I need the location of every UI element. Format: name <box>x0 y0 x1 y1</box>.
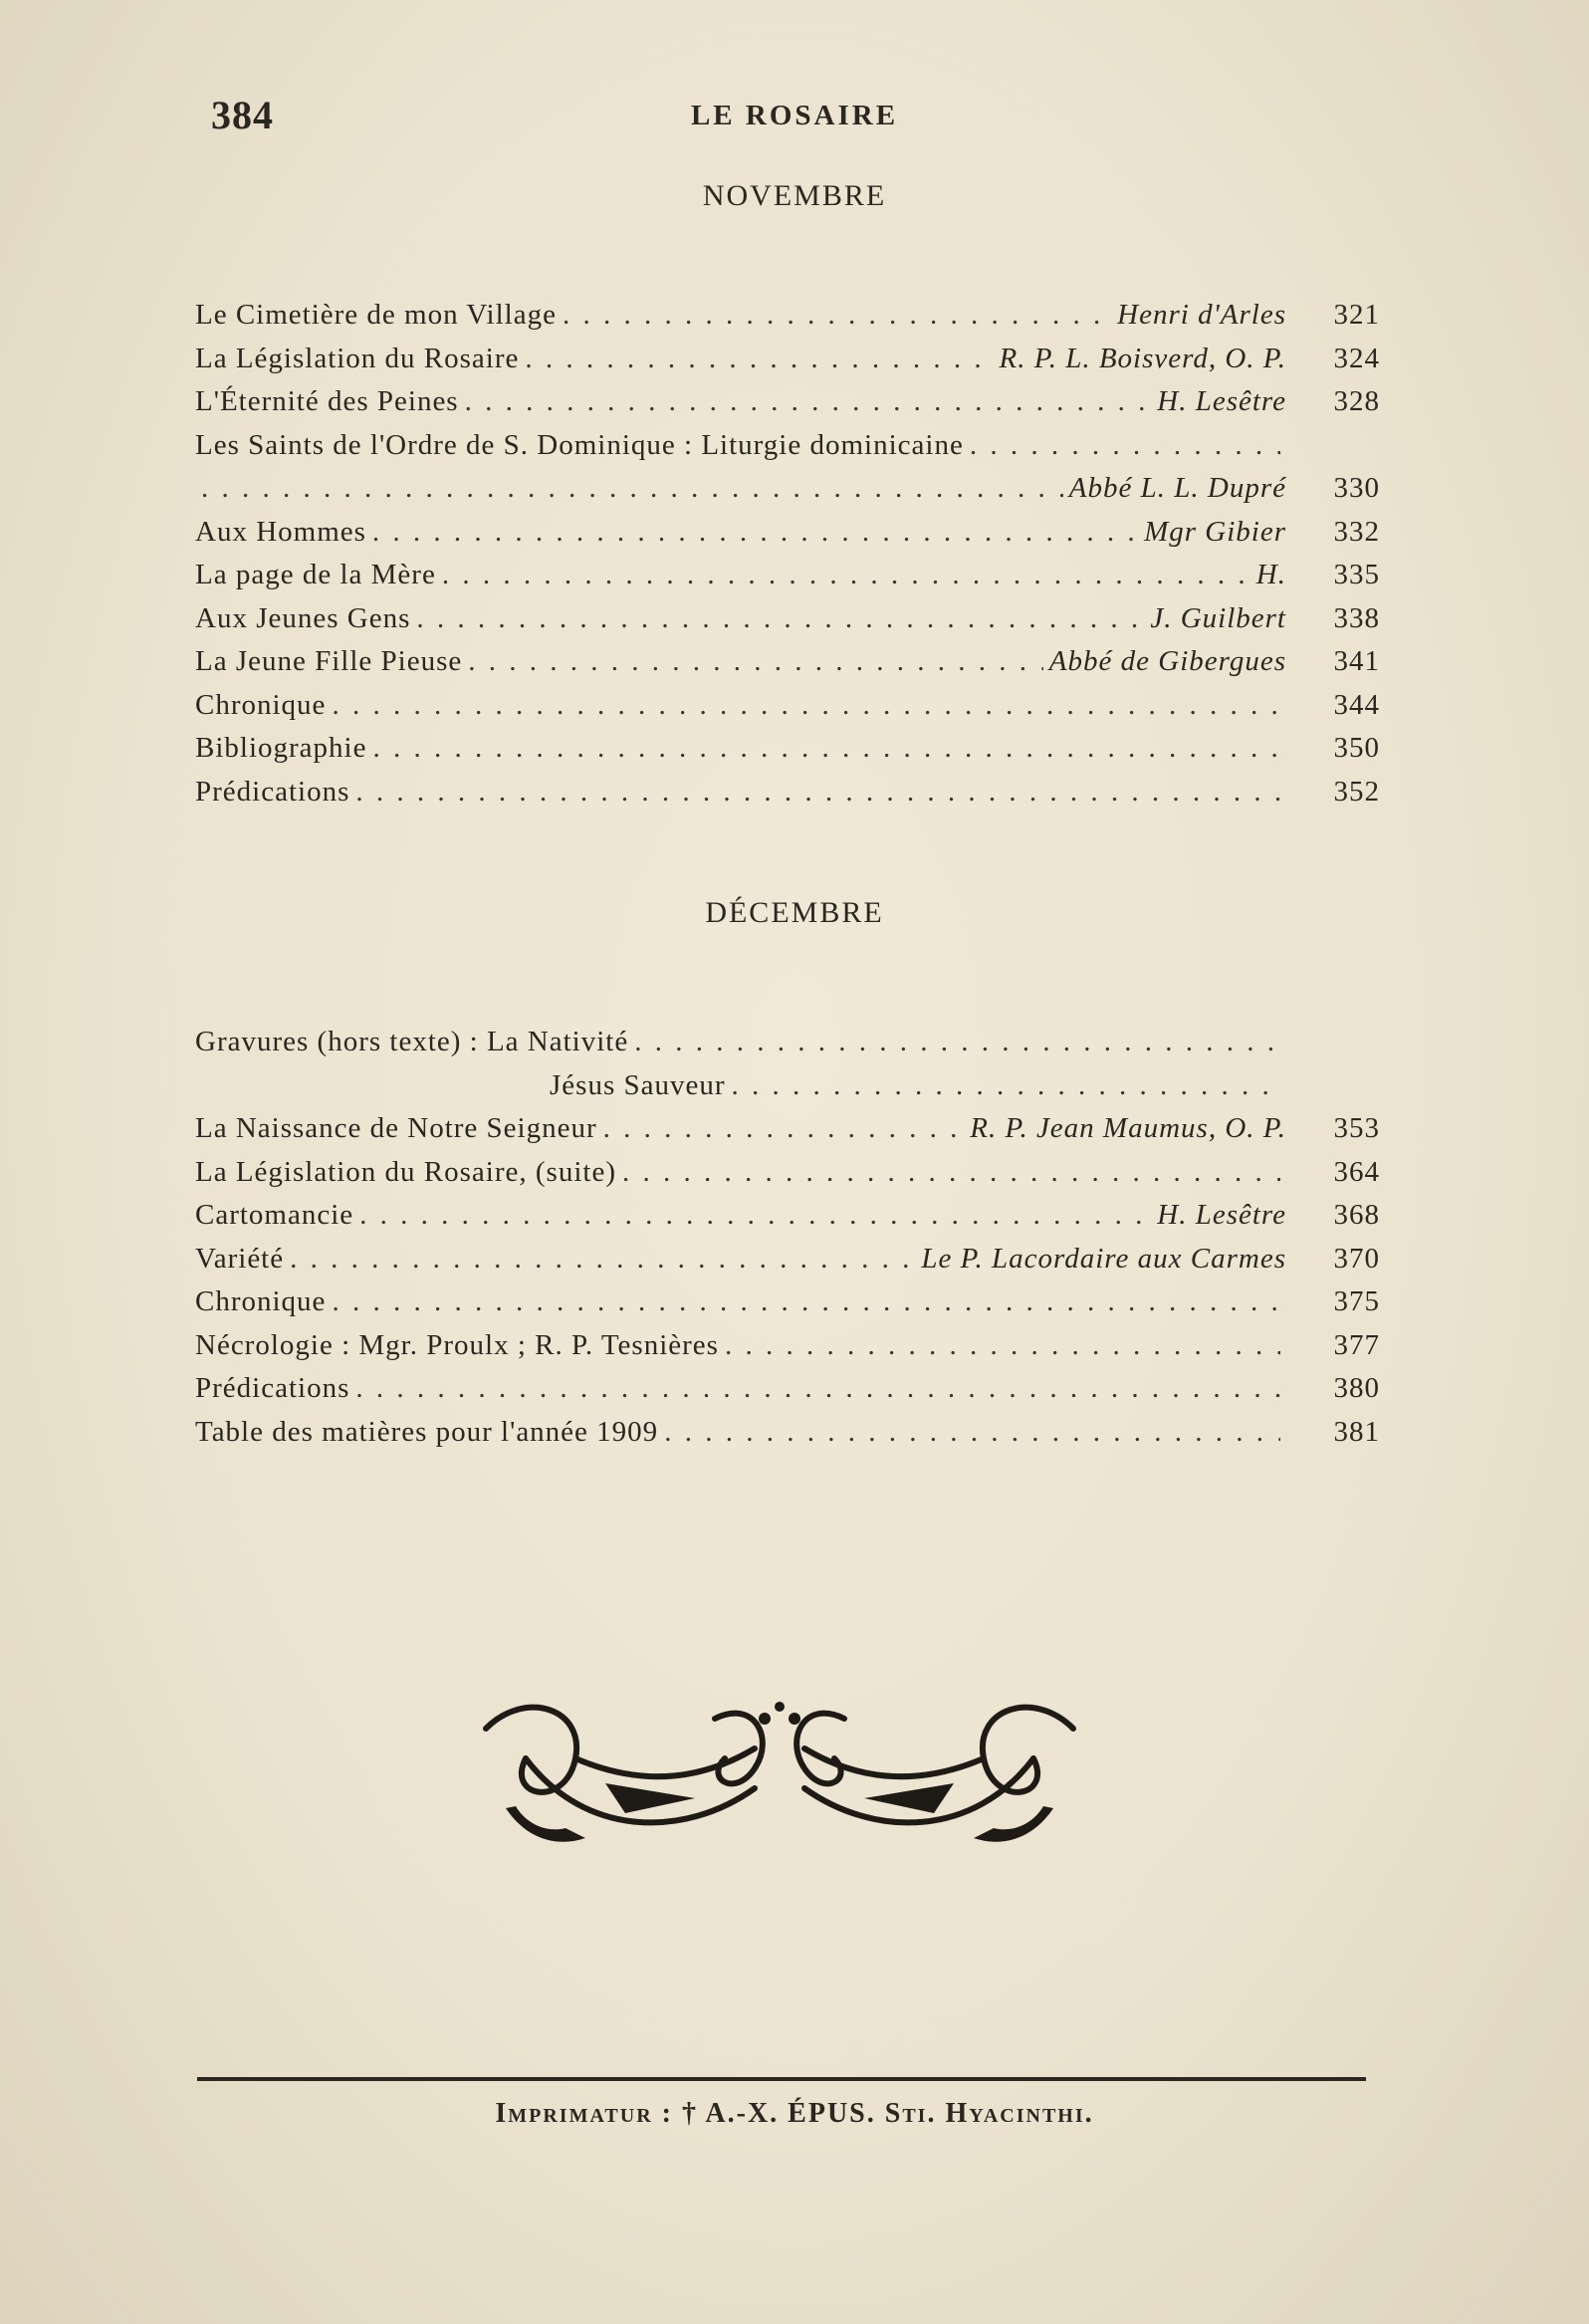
entry-author: Le P. Lacordaire aux Carmes <box>921 1242 1286 1275</box>
entry-title: Prédications <box>195 775 350 808</box>
entry-author: Henri d'Arles <box>1117 299 1286 331</box>
entry-page: 352 <box>1333 775 1380 808</box>
toc-entry <box>195 429 1380 473</box>
toc-entry <box>195 1156 1380 1200</box>
dot-leader <box>664 1416 1280 1449</box>
entry-author: H. Lesêtre <box>1157 385 1286 417</box>
running-title: LE ROSAIRE <box>690 100 899 131</box>
entry-title: Gravures (hors texte) : La Nativité <box>195 1026 629 1057</box>
entry-title: Nécrologie : Mgr. Proulx ; R. P. Tesnières <box>195 1328 719 1361</box>
page-number: 384 <box>211 93 274 137</box>
entry-title: L'Éternité des Peines <box>195 385 459 417</box>
dot-leader <box>372 732 1280 765</box>
entry-page: 377 <box>1333 1328 1380 1361</box>
toc-entry <box>195 299 1380 343</box>
toc-entry <box>195 1329 1380 1373</box>
entry-page: 341 <box>1333 645 1380 677</box>
toc-entry <box>195 1285 1380 1329</box>
entry-author: H. <box>1255 559 1286 590</box>
dot-leader <box>465 385 1152 418</box>
toc-entry <box>195 1416 1380 1460</box>
toc-entry <box>195 385 1380 429</box>
entry-page: 364 <box>1333 1155 1380 1188</box>
entry-page: 321 <box>1333 299 1380 331</box>
entry-title: Cartomancie <box>195 1199 354 1231</box>
footer-rule <box>197 2077 1366 2081</box>
dot-leader <box>622 1156 1280 1189</box>
toc-entry <box>195 776 1380 819</box>
dot-leader <box>355 776 1280 809</box>
dot-leader <box>201 472 1063 505</box>
entry-author: H. Lesêtre <box>1157 1199 1286 1231</box>
entry-title: La Législation du Rosaire <box>195 342 520 374</box>
section-title-december: DÉCEMBRE <box>705 896 884 929</box>
entry-page: 338 <box>1333 601 1380 634</box>
entry-author: Abbé de Gibergues <box>1048 645 1286 677</box>
toc-entry-gravures <box>195 1026 1380 1069</box>
toc-entry <box>195 602 1380 646</box>
entry-title: Aux Hommes <box>195 515 366 548</box>
toc-entry <box>195 559 1380 602</box>
entry-page: 370 <box>1333 1242 1380 1275</box>
toc-entry <box>195 732 1380 776</box>
entry-title: Prédications <box>195 1372 350 1404</box>
toc-entry <box>195 1112 1380 1156</box>
entry-page: 335 <box>1333 559 1380 590</box>
dot-leader <box>732 1069 1280 1102</box>
dot-leader <box>332 689 1280 722</box>
dot-leader <box>468 645 1043 678</box>
toc-entry <box>195 1243 1380 1286</box>
toc-entry-continuation <box>195 472 1380 516</box>
toc-entry-gravures-second <box>195 1069 1380 1113</box>
entry-title: Les Saints de l'Ordre de S. Dominique : Liturgie dominicaine <box>195 428 964 461</box>
toc-entry <box>195 689 1380 733</box>
entry-title: La page de la Mère <box>195 559 436 590</box>
toc-entry <box>195 343 1380 386</box>
dot-leader <box>372 516 1138 549</box>
entry-author: J. Guilbert <box>1150 601 1286 634</box>
entry-page: 324 <box>1333 342 1380 374</box>
entry-title: Table des matières pour l'année 1909 <box>195 1415 659 1448</box>
dot-leader <box>355 1372 1280 1405</box>
entry-page: 353 <box>1333 1112 1380 1144</box>
entry-author: R. P. L. Boisverd, O. P. <box>999 342 1286 374</box>
entry-page: 380 <box>1333 1372 1380 1404</box>
dot-leader <box>563 299 1111 332</box>
entry-title: La Législation du Rosaire, (suite) <box>195 1155 616 1188</box>
entry-title: La Jeune Fille Pieuse <box>195 645 463 677</box>
dot-leader <box>725 1329 1280 1362</box>
toc-december <box>195 1026 1380 1459</box>
dot-leader <box>970 429 1280 462</box>
entry-title: Variété <box>195 1242 285 1275</box>
entry-page: 350 <box>1333 732 1380 764</box>
entry-page: 330 <box>1333 472 1380 504</box>
imprimatur: Imprimatur : † A.-X. ÉPUS. Sti. Hyacinthi. <box>495 2098 1094 2129</box>
dot-leader <box>416 602 1144 635</box>
entry-page: 332 <box>1333 515 1380 548</box>
toc-entry <box>195 516 1380 560</box>
entry-title: Jésus Sauveur <box>550 1068 726 1101</box>
dot-leader <box>634 1026 1280 1058</box>
dot-leader <box>603 1112 965 1145</box>
entry-title: Le Cimetière de mon Village <box>195 299 557 331</box>
decorative-scroll-ornament-icon <box>466 1689 1093 1858</box>
entry-title: La Naissance de Notre Seigneur <box>195 1112 597 1144</box>
entry-page: 375 <box>1333 1285 1380 1317</box>
entry-title: Bibliographie <box>195 732 367 764</box>
entry-page: 381 <box>1333 1415 1380 1448</box>
entry-page: 368 <box>1333 1199 1380 1231</box>
section-title-november: NOVEMBRE <box>702 179 887 212</box>
entry-author: R. P. Jean Maumus, O. P. <box>970 1112 1286 1144</box>
entry-title: Aux Jeunes Gens <box>195 601 411 634</box>
entry-author: Abbé L. L. Dupré <box>1068 472 1286 504</box>
dot-leader <box>332 1285 1280 1318</box>
entry-author: Mgr Gibier <box>1144 515 1286 548</box>
toc-entry <box>195 1372 1380 1416</box>
entry-page: 344 <box>1333 688 1380 721</box>
toc-entry <box>195 1199 1380 1243</box>
toc-entry <box>195 645 1380 689</box>
dot-leader <box>442 559 1250 591</box>
toc-november <box>195 299 1380 818</box>
dot-leader <box>290 1243 915 1276</box>
entry-page: 328 <box>1333 385 1380 417</box>
entry-title: Chronique <box>195 1285 327 1317</box>
dot-leader <box>359 1199 1151 1232</box>
entry-title: Chronique <box>195 688 327 721</box>
dot-leader <box>525 343 993 375</box>
